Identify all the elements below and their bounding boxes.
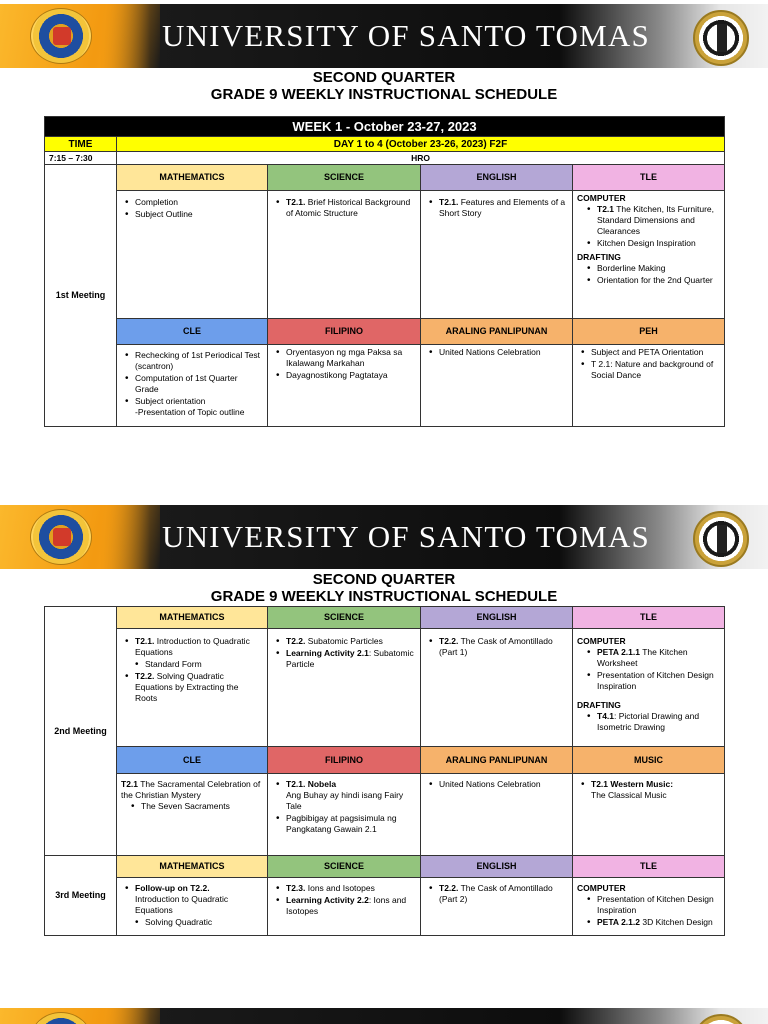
subject-header-english: ENGLISH — [421, 165, 573, 191]
week-title: WEEK 1 - October 23-27, 2023 — [45, 117, 725, 137]
schedule-heading: SECOND QUARTER GRADE 9 WEEKLY INSTRUCTIONAL SCHEDULE — [210, 571, 558, 605]
university-banner — [0, 1008, 768, 1024]
hro-time: 7:15 – 7:30 — [45, 152, 117, 165]
subject-header-english: ENGLISH — [421, 607, 573, 629]
subject-header-tle: TLE — [573, 607, 725, 629]
school-seal-icon — [693, 10, 749, 66]
subject-header-tle: TLE — [573, 856, 725, 878]
peh-topics: • Subject and PETA Orientation • T 2.1: Nature and background of Social Dance — [573, 345, 725, 427]
banner-title: UNIVERSITY OF SANTO TOMAS — [162, 519, 650, 554]
school-seal-icon — [693, 1014, 749, 1024]
tle-topics: COMPUTER • T2.1 The Kitchen, Its Furniture, Standard Dimensions and Clearances • Kitchen Design Inspiration DRAFTING • Borderline Making • Orientation for the 2nd Quarter — [573, 191, 725, 319]
subject-header-cle: CLE — [117, 747, 268, 774]
university-banner — [0, 4, 768, 68]
filipino-topics: • Oryentasyon ng mga Paksa sa Ikalawang Markahan • Dayagnostikong Pagtataya — [268, 345, 421, 427]
cle-topics: T2.1 The Sacramental Celebration of the Christian Mystery • The Seven Sacraments — [117, 774, 268, 856]
subject-header-peh: PEH — [573, 319, 725, 345]
ust-seal-icon — [30, 8, 92, 64]
ap-topics: • United Nations Celebration — [421, 345, 573, 427]
schedule-heading: SECOND QUARTER GRADE 9 WEEKLY INSTRUCTIONAL SCHEDULE — [210, 69, 558, 103]
science-topics: • T2.3. Ions and Isotopes • Learning Activity 2.2: Ions and Isotopes — [268, 878, 421, 936]
schedule-table-week1 — [44, 116, 725, 427]
subject-header-filipino: FILIPINO — [268, 747, 421, 774]
subject-header-cle: CLE — [117, 319, 268, 345]
english-topics: • T2.1. Features and Elements of a Short Story — [421, 191, 573, 319]
subject-header-english: ENGLISH — [421, 856, 573, 878]
filipino-topics: • T2.1. Nobela Ang Buhay ay hindi isang Fairy Tale • Pagbibigay at pagsisimula ng Pangkatang Gawain 2.1 — [268, 774, 421, 856]
meeting-label: 2nd Meeting — [45, 607, 117, 856]
english-topics: • T2.2. The Cask of Amontillado (Part 1) — [421, 629, 573, 747]
subject-header-science: SCIENCE — [268, 856, 421, 878]
subject-header-tle: TLE — [573, 165, 725, 191]
ap-topics: • United Nations Celebration — [421, 774, 573, 856]
banner-title: UNIVERSITY OF SANTO TOMAS — [162, 18, 650, 53]
day-header: DAY 1 to 4 (October 23-26, 2023) F2F — [117, 137, 725, 152]
time-header: TIME — [45, 137, 117, 152]
subject-header-math: MATHEMATICS — [117, 165, 268, 191]
meeting-label: 1st Meeting — [45, 165, 117, 427]
subject-header-filipino: FILIPINO — [268, 319, 421, 345]
page-2 — [0, 505, 768, 1000]
subject-header-science: SCIENCE — [268, 165, 421, 191]
math-topics: • T2.1. Introduction to Quadratic Equations • Standard Form • T2.2. Solving Quadratic Equations by Extracting the Roots — [117, 629, 268, 747]
schedule-table-continued — [44, 606, 725, 936]
university-banner — [0, 505, 768, 569]
page-1 — [0, 0, 768, 490]
subject-header-music: MUSIC — [573, 747, 725, 774]
music-topics: • T2.1 Western Music: The Classical Music — [573, 774, 725, 856]
school-seal-icon — [693, 511, 749, 567]
subject-header-math: MATHEMATICS — [117, 607, 268, 629]
math-topics: • Follow-up on T2.2. Introduction to Quadratic Equations • Solving Quadratic — [117, 878, 268, 936]
subject-header-science: SCIENCE — [268, 607, 421, 629]
science-topics: • T2.2. Subatomic Particles • Learning Activity 2.1: Subatomic Particle — [268, 629, 421, 747]
ust-seal-icon — [30, 509, 92, 565]
science-topics: • T2.1. Brief Historical Background of Atomic Structure — [268, 191, 421, 319]
tle-topics: COMPUTER • Presentation of Kitchen Design Inspiration • PETA 2.1.2 3D Kitchen Design — [573, 878, 725, 936]
subject-header-math: MATHEMATICS — [117, 856, 268, 878]
english-topics: • T2.2. The Cask of Amontillado (Part 2) — [421, 878, 573, 936]
subject-header-araling-panlipunan: ARALING PANLIPUNAN — [421, 747, 573, 774]
math-topics: • Completion • Subject Outline — [117, 191, 268, 319]
tle-topics: COMPUTER • PETA 2.1.1 The Kitchen Worksheet • Presentation of Kitchen Design Inspiration DRAFTING • T4.1: Pictorial Drawing and Isometric Drawing — [573, 629, 725, 747]
page-3 — [0, 1008, 768, 1024]
hro-label: HRO — [117, 152, 725, 165]
cle-topics: • Rechecking of 1st Periodical Test (scantron) • Computation of 1st Quarter Grade • Subject orientation -Presentation of Topic outline — [117, 345, 268, 427]
subject-header-araling-panlipunan: ARALING PANLIPUNAN — [421, 319, 573, 345]
meeting-label: 3rd Meeting — [45, 856, 117, 936]
